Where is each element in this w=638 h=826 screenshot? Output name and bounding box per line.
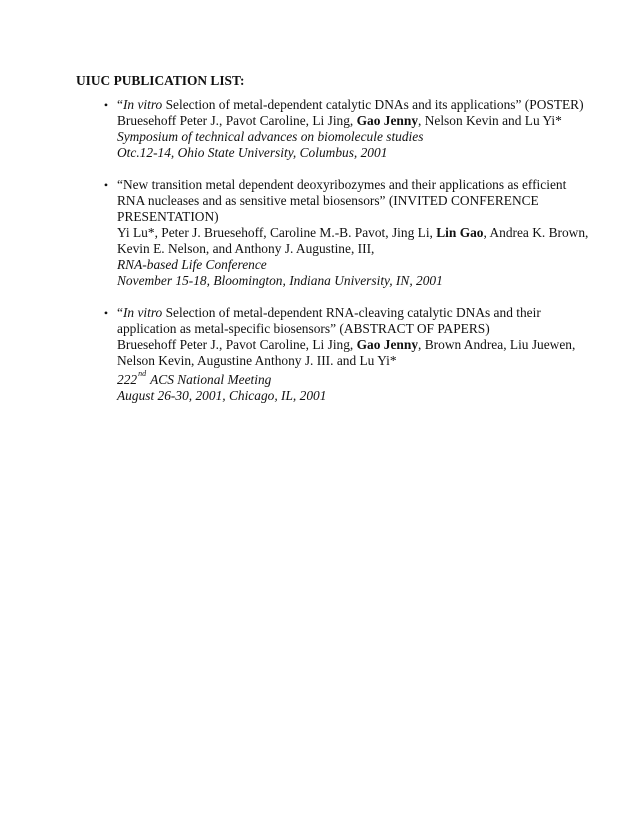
publication-title-line: RNA nucleases and as sensitive metal biosensors” (INVITED CONFERENCE xyxy=(117,193,539,208)
authors-text: , Nelson Kevin and Lu Yi* xyxy=(418,113,562,128)
publication-title-line: PRESENTATION) xyxy=(117,209,219,224)
bullet-icon: • xyxy=(103,98,109,112)
publication-item xyxy=(0,177,638,289)
publication-venue xyxy=(117,369,578,388)
meeting-name: ACS National Meeting xyxy=(150,372,272,387)
authors-text: Bruesehoff Peter J., Pavot Caroline, Li Jing, xyxy=(117,113,357,128)
publication-date-location: Otc.12-14, Ohio State University, Columbus, 2001 xyxy=(117,145,388,160)
quote-mark: “ xyxy=(117,97,123,112)
ordinal-superscript: nd xyxy=(138,369,147,378)
title-text: Selection of metal-dependent catalytic DNAs and its applications” (POSTER) xyxy=(162,97,584,112)
publication-venue: RNA-based Life Conference xyxy=(117,257,267,272)
highlighted-author: Gao Jenny xyxy=(356,113,419,128)
authors-text: Bruesehoff Peter J., Pavot Caroline, Li Jing, xyxy=(117,337,357,352)
authors-text: , Andrea K. Brown, xyxy=(483,225,589,240)
meeting-number: 222 xyxy=(117,372,138,387)
publication-title-line: application as metal-specific biosensors” (ABSTRACT OF PAPERS) xyxy=(117,321,490,336)
title-italic-prefix: In vitro xyxy=(122,305,163,320)
highlighted-author: Gao Jenny xyxy=(356,337,419,352)
publication-item xyxy=(0,97,638,161)
quote-mark: “ xyxy=(117,305,123,320)
publication-authors xyxy=(117,337,578,353)
bullet-icon: • xyxy=(103,306,109,320)
title-italic-prefix: In vitro xyxy=(122,97,163,112)
publication-authors-line: Nelson Kevin, Augustine Anthony J. III. and Lu Yi* xyxy=(117,353,397,368)
bullet-icon: • xyxy=(103,178,109,192)
publication-list xyxy=(0,97,638,420)
authors-text: Yi Lu*, Peter J. Bruesehoff, Caroline M.-B. Pavot, Jing Li, xyxy=(117,225,437,240)
authors-text: , Brown Andrea, Liu Juewen, xyxy=(418,337,576,352)
publication-venue: Symposium of technical advances on biomolecule studies xyxy=(117,129,424,144)
page-title: UIUC PUBLICATION LIST: xyxy=(76,73,245,88)
title-text: Selection of metal-dependent RNA-cleaving catalytic DNAs and their xyxy=(162,305,541,320)
publication-authors xyxy=(117,225,589,241)
publication-title-line: “New transition metal dependent deoxyribozymes and their applications as efficient xyxy=(117,177,567,192)
publication-date-location: August 26-30, 2001, Chicago, IL, 2001 xyxy=(117,388,327,403)
publication-title xyxy=(117,97,584,113)
publication-authors-line: Kevin E. Nelson, and Anthony J. Augustine, III, xyxy=(117,241,375,256)
publication-item xyxy=(0,305,638,404)
publication-title xyxy=(117,305,578,321)
publication-authors xyxy=(117,113,578,129)
highlighted-author: Lin Gao xyxy=(436,225,484,240)
publication-date-location: November 15-18, Bloomington, Indiana University, IN, 2001 xyxy=(117,273,443,288)
